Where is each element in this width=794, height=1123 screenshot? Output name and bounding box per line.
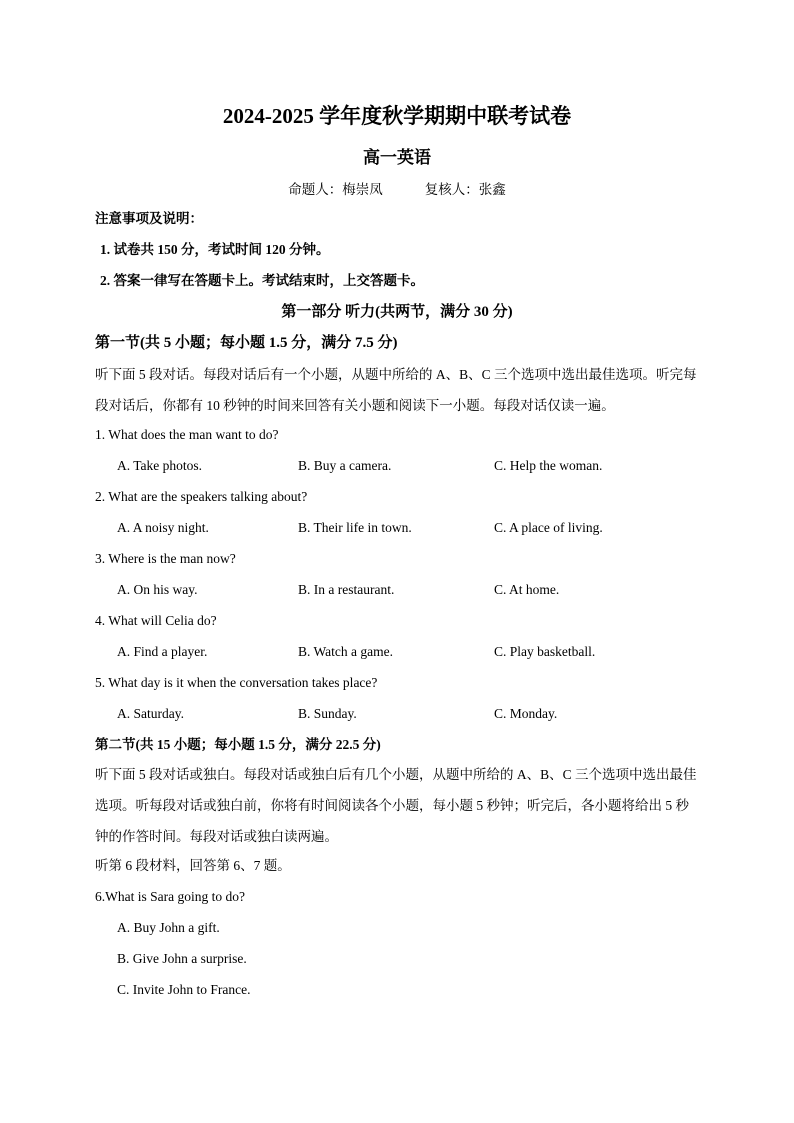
option-c: C. At home. — [494, 582, 560, 597]
option-c: C. Help the woman. — [494, 458, 603, 473]
question-stem: 2. What are the speakers talking about? — [95, 489, 308, 504]
material-note: 听第 6 段材料，回答第 6、7 题。 — [95, 858, 291, 873]
question-stem: 1. What does the man want to do? — [95, 427, 279, 442]
notice-item: 2. 答案一律写在答题卡上。考试结束时，上交答题卡。 — [100, 273, 424, 288]
setter: 命题人：梅崇凤 — [288, 182, 383, 197]
section1-heading: 第一节(共 5 小题；每小题 1.5 分，满分 7.5 分) — [95, 335, 398, 351]
option-c: C. Play basketball. — [494, 644, 596, 659]
option-a: A. A noisy night. — [117, 520, 209, 535]
question-stem: 5. What day is it when the conversation takes place? — [95, 675, 378, 690]
option-c: C. Monday. — [494, 706, 558, 721]
section1-instructions: 听下面 5 段对话。每段对话后有一个小题，从题中所给的 A、B、C 三个选项中选出最佳选项。听完每段对话后，你都有 10 秒钟的时间来回答有关小题和阅读下一小题。每段对话仅读一遍。 — [95, 367, 697, 413]
exam-title: 2024-2025 学年度秋学期期中联考试卷 — [222, 104, 572, 128]
section2-instructions: 听下面 5 段对话或独白。每段对话或独白后有几个小题，从题中所给的 A、B、C 三个选项中选出最佳选项。听每段对话或独白前，你将有时间阅读各个小题，每小题 5 秒钟；听完后，各小题将给出 5 秒钟的作答时间。每段对话或独白读两遍。 — [95, 767, 697, 844]
authors-line — [0, 180, 794, 200]
option-a: A. Buy John a gift. — [117, 920, 220, 935]
question-stem: 6.What is Sara going to do? — [95, 889, 245, 904]
option-b: B. Buy a camera. — [298, 458, 392, 473]
option-b: B. In a restaurant. — [298, 582, 395, 597]
notice-heading: 注意事项及说明： — [95, 211, 203, 226]
option-b: B. Their life in town. — [298, 520, 412, 535]
reviewer: 复核人：张鑫 — [424, 182, 506, 197]
option-a: A. On his way. — [117, 582, 198, 597]
option-b: B. Sunday. — [298, 706, 357, 721]
option-a: A. Saturday. — [117, 706, 184, 721]
option-b: B. Watch a game. — [298, 644, 394, 659]
option-c: C. Invite John to France. — [117, 982, 251, 997]
question-stem: 4. What will Celia do? — [95, 613, 217, 628]
option-c: C. A place of living. — [494, 520, 603, 535]
subject-title: 高一英语 — [363, 148, 431, 167]
part1-heading: 第一部分 听力(共两节，满分 30 分) — [281, 304, 513, 320]
option-b: B. Give John a surprise. — [117, 951, 247, 966]
option-a: A. Find a player. — [117, 644, 208, 659]
option-a: A. Take photos. — [117, 458, 203, 473]
section2-heading: 第二节(共 15 小题；每小题 1.5 分，满分 22.5 分) — [95, 737, 381, 752]
notice-item: 1. 试卷共 150 分，考试时间 120 分钟。 — [100, 242, 330, 257]
question-stem: 3. Where is the man now? — [95, 551, 236, 566]
